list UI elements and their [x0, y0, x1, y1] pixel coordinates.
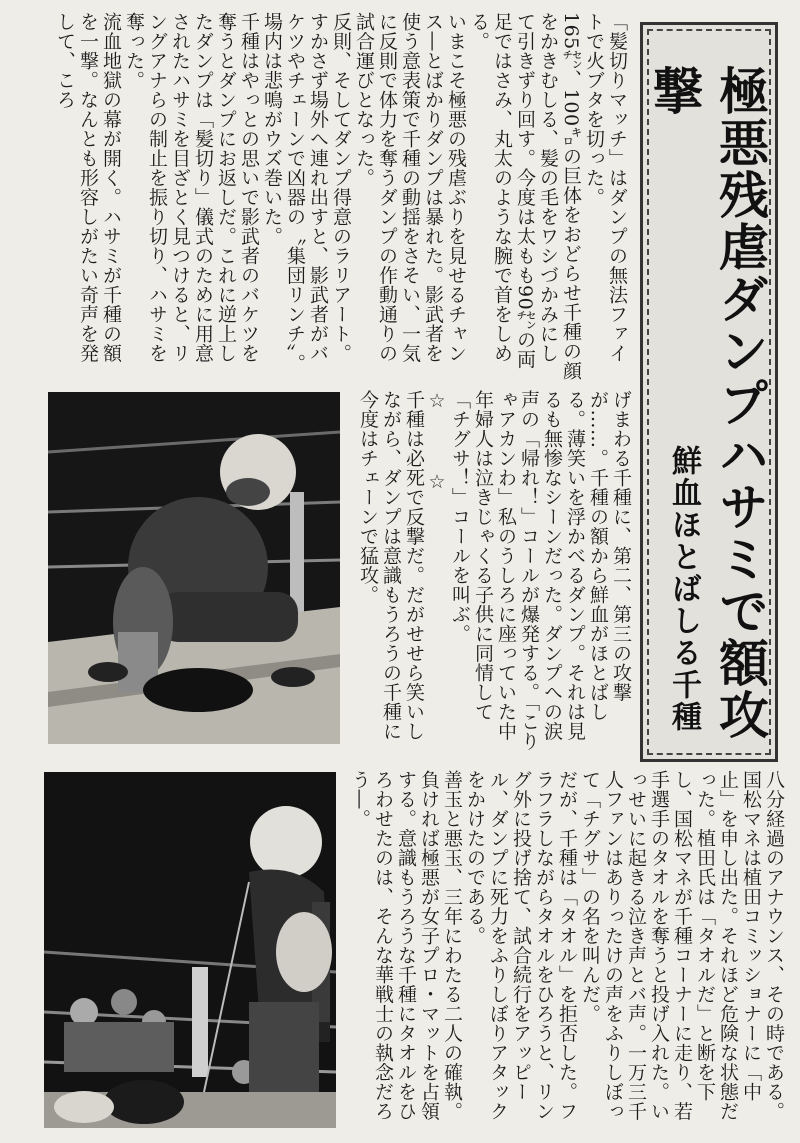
headline: 極悪残虐ダンプハサミで額攻撃: [645, 65, 769, 741]
wrestling-photo-top: [48, 392, 340, 744]
paragraph: だが、千種は「タオル」を拒否した。フラフラしながらタオルをひろうと、リング外に投げ捨て、試合続行をアッピール、ダンプに死力をふりしぼりアタックをかけたのである。: [464, 770, 578, 1121]
wrestling-photo-bottom: [44, 772, 336, 1128]
middle-article-text: [352, 390, 632, 760]
lower-article-text: [345, 770, 785, 1130]
photo-top-image: [48, 392, 340, 744]
headline-box: [640, 22, 778, 762]
subheadline: 鮮血ほとばしる千種: [666, 445, 701, 733]
paragraph: 165㌢、100㌔の巨体をおどらせ千種の顔をかきむしる、髪の毛をワシづかみにして引きずり回す。今度は太もも90㌢の両足ではさみ、丸太のような腕で首をしめる。: [468, 12, 582, 381]
paragraph: 善玉と悪玉、三年にわたる二人の確執。負ければ極悪が女子プロ・マットを占領する。意識もうろうな千種にタオルをひろわせたのは、そんな華戦士の執念だろう―。: [349, 770, 463, 1121]
paragraph: 千種はやっとの思いで影武者のバケツを奪うとダンプにお返しだ。これに逆上したダンプは「髪切り」儀式のために用意されたハサミを目ざとく見つけると、リングアナらの制止を振り切り、ハサミを奪った。: [123, 12, 260, 363]
paragraph: げまわる千種に、第二、第三の攻撃が……。千種の額から鮮血がほとばしる。薄笑いを浮かべるダンプ。それは見るも無惨なシーンだった。ダンプへの涙声の「帰れ！」コールが爆発する。「こりゃアカンわ」私のうしろに座っていた中年婦人は泣きじゃくる子供に同情して「チグサ！」コールを叫ぶ。: [449, 390, 632, 751]
paragraph: 八分経過のアナウンス、その時である。国松マネは植田コミッショナーに「中止」を申し出た。それほど危険な状態だった。植田氏は「タオルだ」と断を下し、国松マネが千種コーナーに走り、若手選手のタオルを奪うと投げ入れた。いっせいに起きる泣き声とバ声。一万三千人ファンはありったけの声をふりしぼって「チグサ」の名を叫んだ。: [579, 770, 785, 1121]
photo-bottom-image: [44, 772, 336, 1128]
paragraph: いまこそ極悪の残虐ぶりを見せるチャンス―とばかりダンプは暴れた。影武者を使う意表策で千種の動揺をさそい、一気に反則で体力を奪うダンプの作動通りの試合運びとなった。: [353, 12, 467, 363]
section-separator: ☆ ☆: [426, 390, 448, 494]
paragraph: 反則、そしてダンプ得意のラリアート。すかさず場外へ連れ出すと、影武者がバケツやチェーンで凶器の〝集団リンチ〟。場内は悲鳴がウズ巻いた。: [261, 12, 352, 373]
paragraph: 流血地獄の幕が開く。ハサミが千種の額を一撃。なんとも形容しがたい奇声を発して、ころ: [54, 12, 122, 363]
paragraph: 千種は必死で反撃だ。だがせせら笑いしながら、ダンプは意識もうろうの千種に今度はチェーンで猛攻。: [357, 390, 425, 741]
paragraph: 「髪切りマッチ」はダンプの無法ファイトで火ブタを切った。: [583, 12, 628, 363]
upper-article-text: [28, 12, 628, 382]
